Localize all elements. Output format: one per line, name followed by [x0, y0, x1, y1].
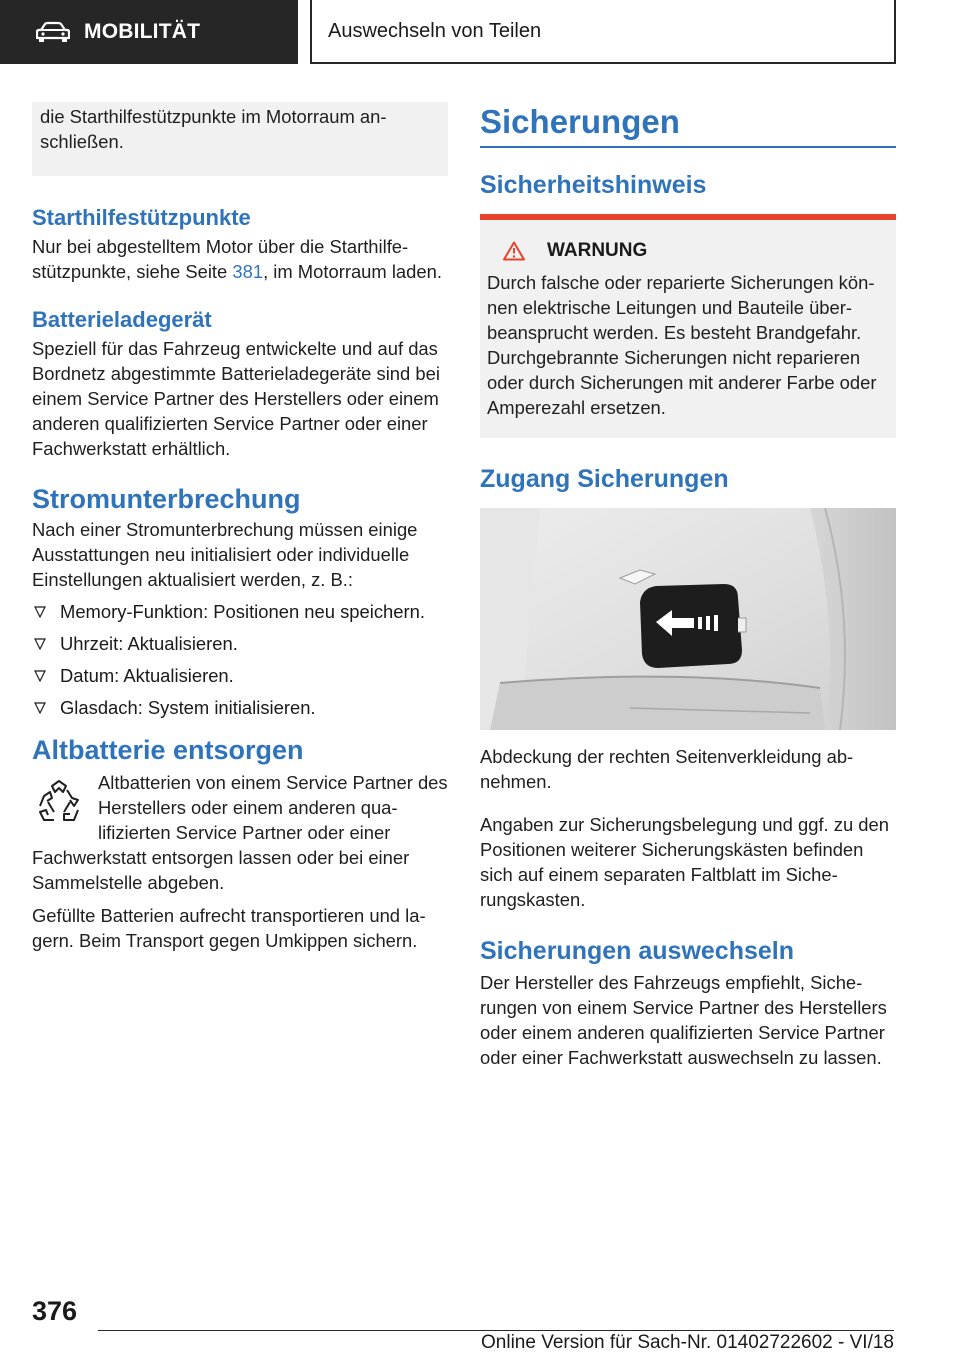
page-number: 376 — [32, 1296, 78, 1326]
charger-text: Speziell für das Fahrzeug entwickelte und auf das Bordnetz abgestimmte Batterieladegeräte sind bei einem Service Partner des Herstellers oder einem anderen qualifizierten Service Partner oder einer Fachwerkstatt erhältlich. — [32, 338, 440, 459]
heading-replace-fuses: Sicherungen auswechseln — [480, 937, 794, 965]
triangle-bullet-icon — [34, 670, 46, 682]
triangle-bullet-icon — [34, 638, 46, 650]
footer-text: Online Version für Sach-Nr. 01402722602 - VI/18 — [481, 1332, 894, 1353]
disposal-text-2: Gefüllte Batterien aufrecht transportieren und lagern. Beim Transport gegen Umkippen sichern. — [32, 905, 426, 951]
heading-battery-disposal: Altbatterie entsorgen — [32, 735, 304, 765]
warning-box — [480, 220, 896, 438]
jumpstart-text-a: Nur bei abgestelltem Motor über die Starthilfestützpunkte, siehe Seite — [32, 236, 409, 282]
list-item-text: Glasdach: System initialisieren. — [60, 697, 316, 718]
jumpstart-text-b: , im Motorraum laden. — [263, 261, 442, 282]
interruption-text: Nach einer Stromunterbrechung müssen einige Ausstattungen neu initialisiert oder individuelle Einstellungen aktualisiert werden, z. B.: — [32, 519, 418, 590]
section-title: MOBILITÄT — [84, 20, 201, 43]
interruption-list — [32, 599, 448, 720]
heading-jumpstart-points: Starthilfestützpunkte — [32, 205, 251, 230]
page-link-381[interactable]: 381 — [232, 261, 264, 282]
list-item — [32, 631, 448, 656]
list-item — [32, 663, 448, 688]
list-item-text: Datum: Aktualisieren. — [60, 665, 234, 686]
access-text-2: Angaben zur Sicherungsbelegung und ggf. zu den Positionen weiterer Sicherungskästen befinden sich auf einem separaten Faltblatt im Sicherungskasten. — [480, 814, 889, 910]
disposal-text-1: Altbatterien von einem Service Partner des Herstellers oder einem anderen qualifizierten Service Partner oder einer Fachwerkstatt entsorgen lassen oder bei einer Sammelstelle abgeben. — [32, 772, 448, 893]
jumpstart-text — [32, 234, 448, 284]
intro-box — [32, 102, 448, 176]
heading-power-interruption: Stromunterbrechung — [32, 484, 301, 514]
chapter-title: Auswechseln von Teilen — [328, 19, 542, 42]
fuse-access-illustration — [480, 508, 896, 730]
warning-triangle-icon — [503, 241, 525, 261]
list-item-text: Uhrzeit: Aktualisieren. — [60, 633, 238, 654]
triangle-bullet-icon — [34, 702, 46, 714]
heading-battery-charger: Batterieladegerät — [32, 307, 212, 332]
left-column — [32, 102, 448, 953]
replace-text: Der Hersteller des Fahrzeugs empfiehlt, Sicherungen von einem Service Partner des Herstellers oder einem anderen qualifizierten Service Partner oder einer Fachwerkstatt auswechseln zu lassen. — [480, 972, 887, 1068]
header-section-tab — [0, 0, 298, 64]
heading-safety-note: Sicherheitshinweis — [480, 170, 896, 220]
car-icon — [36, 21, 70, 43]
heading-fuse-access: Zugang Sicherungen — [480, 465, 729, 493]
recycling-icon — [34, 778, 84, 828]
list-item-text: Memory-Funktion: Positionen neu speichern. — [60, 601, 425, 622]
warning-text: Durch falsche oder reparierte Sicherungen können elektrische Leitungen und Bauteile überbeansprucht werden. Es besteht Brandgefahr. Durchgebrannte Sicherungen nicht reparieren oder durch Sicherungen mit anderer Farbe oder Amperezahl ersetzen. — [487, 272, 877, 418]
access-text-1: Abdeckung der rechten Seitenverkleidung abnehmen. — [480, 746, 854, 792]
header-chapter-tab — [310, 0, 896, 64]
list-item — [32, 695, 448, 720]
footer-divider — [98, 1330, 894, 1331]
triangle-bullet-icon — [34, 606, 46, 618]
warning-label: WARNUNG — [547, 240, 648, 261]
disposal-block — [32, 770, 448, 953]
right-column — [480, 102, 896, 1070]
list-item — [32, 599, 448, 624]
warning-header — [503, 240, 888, 262]
heading-fuses: Sicherungen — [480, 102, 896, 148]
intro-text: die Starthilfestützpunkte im Motorraum anschließen. — [40, 106, 387, 152]
